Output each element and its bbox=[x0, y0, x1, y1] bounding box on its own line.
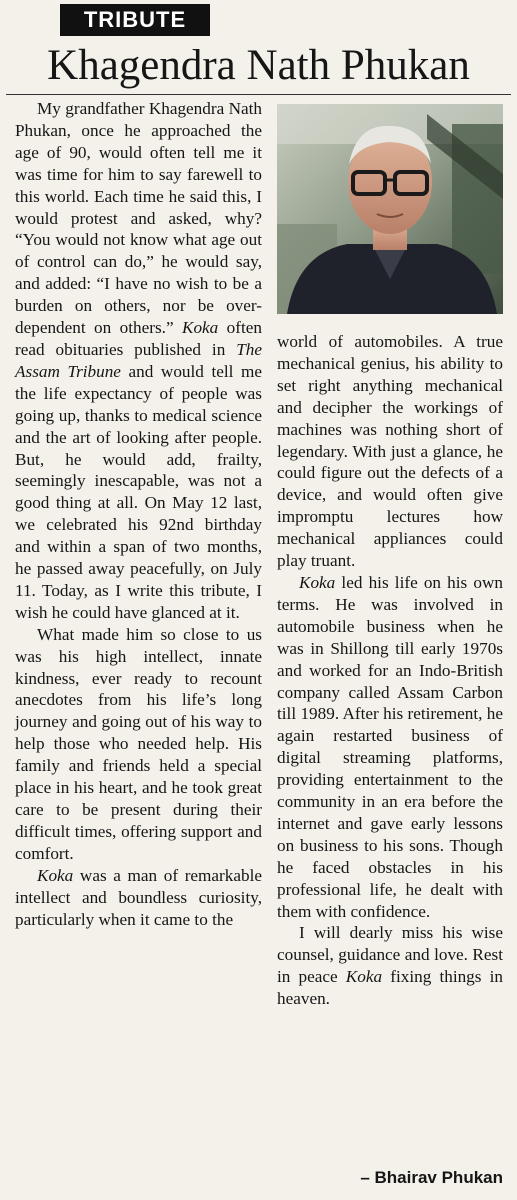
paragraph-1: My grandfather Khagendra Nath Phukan, once he approached the age of 90, would often tell me it was time for him to say farewell to this world. Each time he said this, I would protest and asked, why? “You would not know what age out of control can do,” he would say, and added: “I have no wish to be a burden on others, nor be over-dependent on others.” Koka often read obituaries published in The Assam Tribune and would tell me the life expectancy of people was going up, thanks to medical science and the art of looking after people. But, he would add, frailty, seemingly inescapable, was not a good thing at all. On May 12 last, we celebrated his 92nd birthday and within a span of two months, he passed away peacefully, on July 11. Today, as I write this tribute, I wish he could have glanced at it. bbox=[15, 99, 262, 622]
author-byline: – Bhairav Phukan bbox=[360, 1168, 503, 1187]
photo-container bbox=[277, 104, 503, 314]
section-tag: TRIBUTE bbox=[60, 4, 210, 36]
portrait-photo bbox=[277, 104, 503, 314]
paragraph-6: I will dearly miss his wise counsel, guidance and love. Rest in peace Koka fixing things in heaven. bbox=[277, 923, 503, 1009]
paragraph-5: Koka led his life on his own terms. He was involved in automobile business when he was in Shillong till early 1970s and worked for an Indo-British company called Assam Carbon till 1989. After his retirement, he again restarted business of digital streaming platforms, providing entertainment to the community in an era before the internet and gave early lessons on business to his sons. Though he faced obstacles in his professional life, he dealt with them with confidence. bbox=[277, 572, 503, 921]
headline: Khagendra Nath Phukan bbox=[47, 42, 470, 89]
paragraph-3: Koka was a man of remarkable intellect and boundless curiosity, particularly when it came to the bbox=[15, 865, 262, 929]
left-column bbox=[15, 98, 262, 930]
paragraph-4: world of automobiles. A true mechanical genius, his ability to set right anything mechanical and decipher the workings of machines was nothing short of legendary. With just a glance, he could figure out the defects of a device, and would often give impromptu lectures how mechanical appliances could play truant. bbox=[277, 332, 503, 571]
paragraph-2: What made him so close to us was his high intellect, innate kindness, ever ready to recount anecdotes from his life’s long journey and going out of his way to help those who needed help. His family and friends held a special place in his heart, and he took great care to be present during their difficult times, offering support and comfort. bbox=[15, 624, 262, 863]
portrait-icon bbox=[277, 104, 503, 314]
headline-rule bbox=[6, 94, 511, 95]
right-column bbox=[277, 331, 503, 1010]
